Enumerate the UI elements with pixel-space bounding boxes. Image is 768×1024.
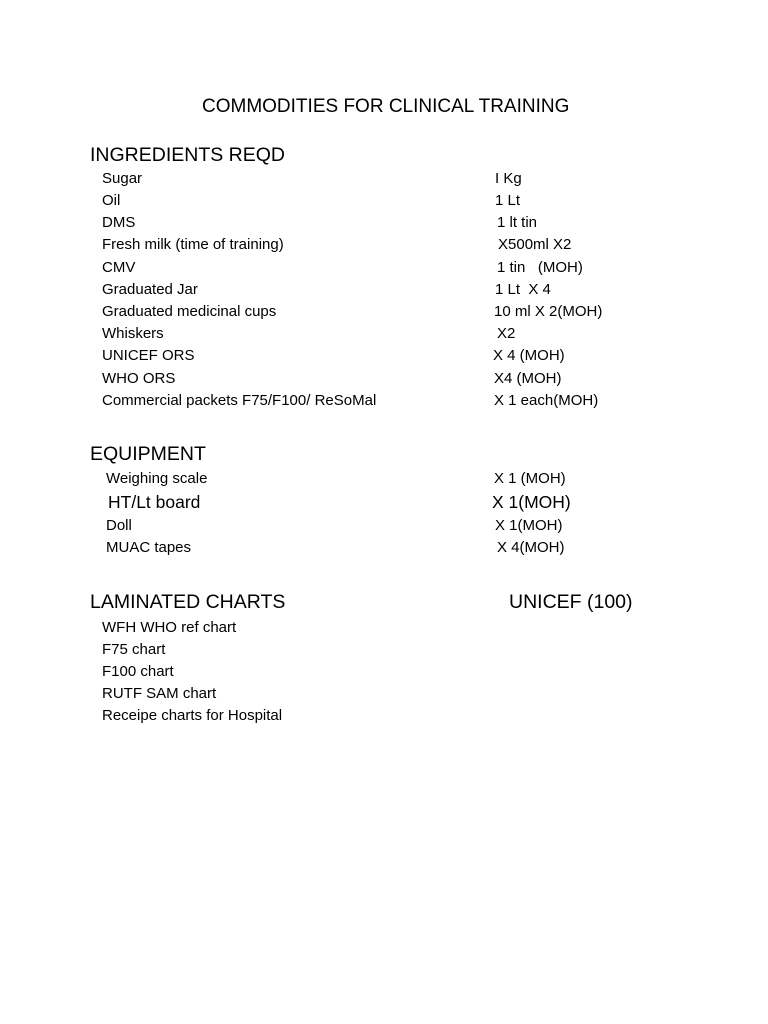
ingredient-qty: X 4 (MOH) — [493, 347, 565, 364]
ingredient-name: Commercial packets F75/F100/ ReSoMal — [102, 392, 377, 409]
ingredient-qty: 10 ml X 2(MOH) — [494, 303, 603, 320]
ingredient-name: Fresh milk (time of training) — [102, 236, 284, 253]
equipment-qty: X 1(MOH) — [495, 517, 563, 534]
ingredients-heading: INGREDIENTS REQD — [90, 144, 286, 166]
equipment-heading: EQUIPMENT — [90, 443, 206, 465]
ingredient-qty: 1 Lt — [495, 192, 521, 209]
chart-item: WFH WHO ref chart — [102, 619, 237, 636]
equipment-name: Weighing scale — [106, 470, 208, 487]
ingredient-qty: 1 Lt X 4 — [495, 281, 551, 298]
chart-item: Receipe charts for Hospital — [102, 707, 283, 724]
ingredient-name: DMS — [102, 214, 136, 231]
ingredient-name: Sugar — [102, 170, 143, 187]
chart-item: F100 chart — [102, 663, 174, 680]
ingredient-qty: X2 — [497, 325, 516, 342]
equipment-qty: X 4(MOH) — [497, 539, 565, 556]
ingredient-name: WHO ORS — [102, 370, 176, 387]
equipment-qty: X 1(MOH) — [492, 492, 571, 512]
equipment-qty: X 1 (MOH) — [494, 470, 566, 487]
ingredient-name: CMV — [102, 259, 136, 276]
ingredient-qty: X500ml X2 — [498, 236, 572, 253]
charts-source: UNICEF (100) — [509, 591, 633, 613]
ingredient-name: Graduated medicinal cups — [102, 303, 277, 320]
equipment-name: MUAC tapes — [106, 539, 192, 556]
ingredient-name: UNICEF ORS — [102, 347, 195, 364]
equipment-name: Doll — [106, 517, 132, 534]
ingredient-qty: 1 lt tin — [497, 214, 538, 231]
ingredient-qty: I Kg — [495, 170, 522, 187]
ingredient-qty: 1 tin (MOH) — [497, 259, 583, 276]
ingredient-qty: X 1 each(MOH) — [494, 392, 599, 409]
page-title: COMMODITIES FOR CLINICAL TRAINING — [202, 96, 570, 117]
equipment-name: HT/Lt board — [108, 492, 201, 512]
ingredient-name: Graduated Jar — [102, 281, 198, 298]
charts-heading: LAMINATED CHARTS — [90, 591, 286, 613]
chart-item: RUTF SAM chart — [102, 685, 217, 702]
ingredient-qty: X4 (MOH) — [494, 370, 562, 387]
chart-item: F75 chart — [102, 641, 166, 658]
ingredient-name: Whiskers — [102, 325, 164, 342]
ingredient-name: Oil — [102, 192, 121, 209]
